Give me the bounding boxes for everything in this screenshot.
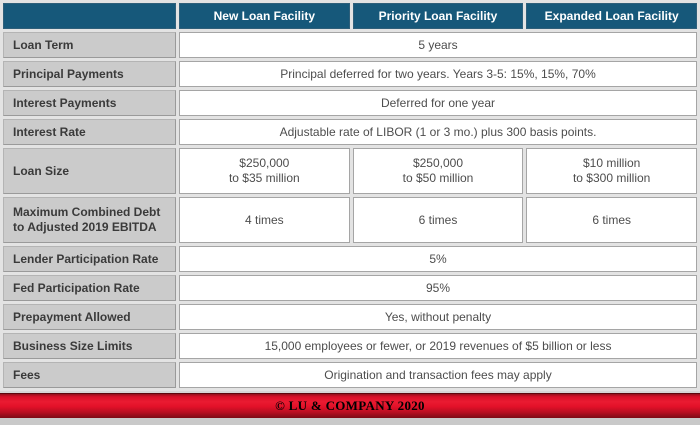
- loan-size-line2: to $300 million: [572, 171, 651, 185]
- bottom-strip: [0, 418, 700, 425]
- loan-size-line1: $250,000: [412, 156, 464, 170]
- table-row-lender-participation-rate: [3, 246, 697, 272]
- table-row-interest-rate: [3, 119, 697, 145]
- row-value: 15,000 employees or fewer, or 2019 revenues of $5 billion or less: [179, 333, 697, 359]
- row-value: Adjustable rate of LIBOR (1 or 3 mo.) plus 300 basis points.: [179, 119, 697, 145]
- header-row: [3, 3, 697, 29]
- loan-size-line2: to $50 million: [402, 171, 474, 185]
- row-label: Business Size Limits: [3, 333, 176, 359]
- row-label: Loan Term: [3, 32, 176, 58]
- table-row-interest-payments: [3, 90, 697, 116]
- table-row-prepayment-allowed: [3, 304, 697, 330]
- row-label: Lender Participation Rate: [3, 246, 176, 272]
- row-value: Origination and transaction fees may apply: [179, 362, 697, 388]
- table-row-max-combined-debt: [3, 197, 697, 243]
- row-value-priority-loan: 6 times: [353, 197, 524, 243]
- row-value-expanded-loan: 6 times: [526, 197, 697, 243]
- row-label: Loan Size: [3, 148, 176, 194]
- row-value: 5%: [179, 246, 697, 272]
- row-label: Prepayment Allowed: [3, 304, 176, 330]
- loan-size-line1: $10 million: [582, 156, 641, 170]
- row-value: Principal deferred for two years. Years 3-5: 15%, 15%, 70%: [179, 61, 697, 87]
- row-value: 95%: [179, 275, 697, 301]
- row-value: 5 years: [179, 32, 697, 58]
- table-row-fed-participation-rate: [3, 275, 697, 301]
- row-value: Deferred for one year: [179, 90, 697, 116]
- row-label: Interest Rate: [3, 119, 176, 145]
- row-value-expanded-loan: [526, 148, 697, 194]
- table-row-principal-payments: [3, 61, 697, 87]
- loan-size-line1: $250,000: [239, 156, 290, 170]
- row-value-priority-loan: [353, 148, 524, 194]
- column-header-priority-loan-facility: Priority Loan Facility: [353, 3, 524, 29]
- row-label: Fed Participation Rate: [3, 275, 176, 301]
- copyright-text: © LU & COMPANY 2020: [275, 398, 425, 413]
- row-label: Fees: [3, 362, 176, 388]
- row-label: Interest Payments: [3, 90, 176, 116]
- table-row-business-size-limits: [3, 333, 697, 359]
- row-value-new-loan: [179, 148, 350, 194]
- column-header-new-loan-facility: New Loan Facility: [179, 3, 350, 29]
- loan-size-line2: to $35 million: [228, 171, 300, 185]
- row-value: Yes, without penalty: [179, 304, 697, 330]
- footer-bar: [0, 393, 700, 418]
- row-label: Maximum Combined Debt to Adjusted 2019 EBITDA: [3, 197, 176, 243]
- column-header-expanded-loan-facility: Expanded Loan Facility: [526, 3, 697, 29]
- row-label: Principal Payments: [3, 61, 176, 87]
- table-row-loan-term: [3, 32, 697, 58]
- row-value-new-loan: 4 times: [179, 197, 350, 243]
- table-row-loan-size: [3, 148, 697, 194]
- corner-cell: [3, 3, 176, 29]
- table-row-fees: [3, 362, 697, 388]
